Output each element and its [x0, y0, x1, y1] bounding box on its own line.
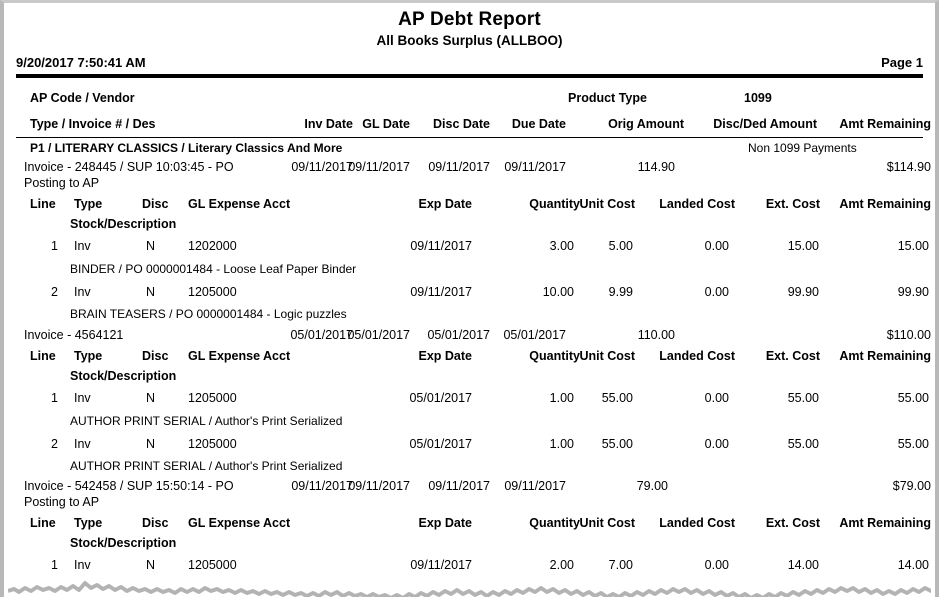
invoice-row[interactable] — [12, 158, 931, 176]
tax-form-label: 1099 — [744, 91, 772, 105]
line-gl-expense-acct: 1202000 — [188, 239, 237, 253]
col-stock-description: Stock/Description — [70, 217, 177, 231]
line-quantity: 1.00 — [549, 391, 574, 405]
line-gl-expense-acct: 1205000 — [188, 391, 237, 405]
col-exp-date: Exp Date — [418, 349, 472, 363]
col-line-amt-remaining: Amt Remaining — [839, 349, 931, 363]
line-landed-cost: 0.00 — [704, 285, 729, 299]
line-ext-cost: 55.00 — [787, 437, 819, 451]
col-disc: Disc — [142, 516, 169, 530]
line-item-row[interactable] — [12, 554, 927, 576]
line-ext-cost: 55.00 — [787, 391, 819, 405]
product-type-label: Product Type — [568, 91, 647, 105]
line-ext-cost: 14.00 — [787, 558, 819, 572]
invoice-amt-remaining: $79.00 — [892, 479, 931, 493]
vendor-row — [12, 138, 927, 158]
line-type: Inv — [74, 239, 91, 253]
line-column-header — [12, 194, 931, 214]
line-column-header — [12, 513, 931, 533]
page-number: Page 1 — [881, 55, 923, 70]
invoice-column-header — [12, 113, 931, 137]
line-unit-cost: 5.00 — [608, 239, 633, 253]
invoice-gl-date: 09/11/2017 — [348, 479, 410, 493]
line-amt-remaining: 55.00 — [897, 391, 929, 405]
col-stock-description: Stock/Description — [70, 369, 177, 383]
col-line-amt-remaining: Amt Remaining — [839, 516, 931, 530]
line-exp-date: 09/11/2017 — [410, 239, 472, 253]
col-type-invoice-des: Type / Invoice # / Des — [30, 117, 156, 131]
line-unit-cost: 55.00 — [601, 391, 633, 405]
col-quantity: Quantity — [529, 197, 580, 211]
col-gl-expense-acct: GL Expense Acct — [188, 197, 291, 211]
invoice-type-number: Invoice - 542458 / SUP 15:50:14 - PO — [24, 479, 234, 493]
vendor-band-header — [12, 87, 927, 113]
line-gl-expense-acct: 1205000 — [188, 285, 237, 299]
col-unit-cost: Unit Cost — [579, 197, 635, 211]
line-unit-cost: 55.00 — [601, 437, 633, 451]
invoice-posting-note: Posting to AP — [24, 495, 100, 509]
line-amt-remaining: 15.00 — [897, 239, 929, 253]
invoice-posting-row — [12, 495, 927, 513]
col-ext-cost: Ext. Cost — [765, 349, 820, 363]
col-unit-cost: Unit Cost — [579, 349, 635, 363]
line-exp-date: 09/11/2017 — [410, 558, 472, 572]
col-landed-cost: Landed Cost — [659, 349, 735, 363]
line-description-row — [12, 409, 927, 433]
line-type: Inv — [74, 285, 91, 299]
col-type: Type — [74, 197, 103, 211]
line-quantity: 3.00 — [549, 239, 574, 253]
col-exp-date: Exp Date — [418, 197, 472, 211]
line-column-header — [12, 346, 931, 366]
line-stock-description-header — [12, 533, 927, 554]
invoice-orig-amount: 110.00 — [637, 328, 675, 342]
line-description-row — [12, 257, 927, 281]
line-number: 1 — [51, 391, 58, 405]
col-disc: Disc — [142, 349, 169, 363]
invoice-type-number: Invoice - 248445 / SUP 10:03:45 - PO — [24, 160, 234, 174]
line-number: 1 — [51, 558, 58, 572]
col-gl-expense-acct: GL Expense Acct — [188, 349, 291, 363]
col-orig-amount: Orig Amount — [608, 117, 684, 131]
line-disc: N — [146, 391, 156, 405]
line-exp-date: 09/11/2017 — [410, 285, 472, 299]
line-description: BRAIN TEASERS / PO 0000001484 - Logic puzzles — [70, 307, 347, 321]
line-item-row[interactable] — [12, 235, 927, 257]
invoice-posting-note: Posting to AP — [24, 176, 100, 190]
invoice-type-number: Invoice - 4564121 — [24, 328, 124, 342]
invoice-inv-date: 09/11/2017 — [291, 160, 353, 174]
line-landed-cost: 0.00 — [704, 437, 729, 451]
invoice-amt-remaining: $110.00 — [886, 328, 931, 342]
col-line-amt-remaining: Amt Remaining — [839, 197, 931, 211]
col-landed-cost: Landed Cost — [659, 516, 735, 530]
line-description: BINDER / PO 0000001484 - Loose Leaf Paper Binder — [70, 262, 357, 276]
col-type: Type — [74, 349, 103, 363]
line-quantity: 10.00 — [542, 285, 574, 299]
col-inv-date: Inv Date — [304, 117, 353, 131]
line-unit-cost: 7.00 — [608, 558, 633, 572]
invoice-orig-amount: 79.00 — [636, 479, 668, 493]
invoice-gl-date: 09/11/2017 — [348, 160, 410, 174]
col-ext-cost: Ext. Cost — [765, 197, 820, 211]
invoice-due-date: 09/11/2017 — [504, 479, 566, 493]
line-exp-date: 05/01/2017 — [409, 391, 472, 405]
col-amt-remaining: Amt Remaining — [839, 117, 931, 131]
line-item-row[interactable] — [12, 387, 927, 409]
invoice-disc-date: 05/01/2017 — [427, 328, 490, 342]
line-disc: N — [146, 239, 156, 253]
line-number: 2 — [51, 285, 58, 299]
col-line: Line — [30, 349, 56, 363]
line-landed-cost: 0.00 — [704, 558, 729, 572]
line-number: 2 — [51, 437, 58, 451]
line-amt-remaining: 14.00 — [897, 558, 929, 572]
line-ext-cost: 15.00 — [787, 239, 819, 253]
report-timestamp: 9/20/2017 7:50:41 AM — [16, 55, 146, 70]
invoice-inv-date: 09/11/2017 — [291, 479, 353, 493]
col-stock-description: Stock/Description — [70, 536, 177, 550]
col-quantity: Quantity — [529, 516, 580, 530]
line-disc: N — [146, 285, 156, 299]
invoice-due-date: 05/01/2017 — [503, 328, 566, 342]
col-line: Line — [30, 516, 56, 530]
invoice-inv-date: 05/01/2017 — [290, 328, 353, 342]
col-ext-cost: Ext. Cost — [765, 516, 820, 530]
line-landed-cost: 0.00 — [704, 239, 729, 253]
col-disc-date: Disc Date — [433, 117, 490, 131]
line-description: AUTHOR PRINT SERIAL / Author's Print Serialized — [70, 414, 343, 428]
col-gl-expense-acct: GL Expense Acct — [188, 516, 291, 530]
line-amt-remaining: 55.00 — [897, 437, 929, 451]
line-disc: N — [146, 437, 156, 451]
invoice-disc-date: 09/11/2017 — [428, 160, 490, 174]
line-amt-remaining: 99.90 — [897, 285, 929, 299]
line-type: Inv — [74, 391, 91, 405]
col-gl-date: GL Date — [362, 117, 410, 131]
line-description: AUTHOR PRINT SERIAL / Author's Print Serialized — [70, 459, 343, 473]
vendor-label: P1 / LITERARY CLASSICS / Literary Classics And More — [30, 141, 343, 155]
invoice-posting-row — [12, 176, 927, 194]
invoice-disc-date: 09/11/2017 — [428, 479, 490, 493]
col-line: Line — [30, 197, 56, 211]
col-disc-ded-amount: Disc/Ded Amount — [713, 117, 817, 131]
line-item-row[interactable] — [12, 281, 927, 303]
line-stock-description-header — [12, 214, 927, 235]
invoice-gl-date: 05/01/2017 — [347, 328, 410, 342]
col-quantity: Quantity — [529, 349, 580, 363]
col-due-date: Due Date — [511, 117, 566, 131]
col-unit-cost: Unit Cost — [579, 516, 635, 530]
col-disc: Disc — [142, 197, 169, 211]
line-unit-cost: 9.99 — [608, 285, 633, 299]
col-exp-date: Exp Date — [418, 516, 472, 530]
line-description-row — [12, 455, 927, 477]
invoice-due-date: 09/11/2017 — [504, 160, 566, 174]
line-ext-cost: 99.90 — [787, 285, 819, 299]
line-quantity: 2.00 — [549, 558, 574, 572]
invoice-orig-amount: 114.90 — [637, 160, 675, 174]
report-subtitle: All Books Surplus (ALLBOO) — [376, 33, 563, 48]
invoice-row[interactable] — [12, 477, 931, 495]
line-exp-date: 05/01/2017 — [409, 437, 472, 451]
torn-paper-edge — [8, 577, 931, 597]
invoice-row[interactable] — [12, 325, 931, 346]
line-quantity: 1.00 — [549, 437, 574, 451]
line-landed-cost: 0.00 — [704, 391, 729, 405]
ap-code-vendor-label: AP Code / Vendor — [30, 91, 135, 105]
line-item-row[interactable] — [12, 433, 927, 455]
line-disc: N — [146, 558, 156, 572]
line-type: Inv — [74, 558, 91, 572]
col-landed-cost: Landed Cost — [659, 197, 735, 211]
report-datebar — [12, 55, 927, 70]
page-title: AP Debt Report — [398, 9, 541, 30]
line-gl-expense-acct: 1205000 — [188, 437, 237, 451]
invoice-amt-remaining: $114.90 — [886, 160, 931, 174]
header-rule-thick — [16, 74, 923, 78]
line-description-row — [12, 303, 927, 325]
vendor-payment-note: Non 1099 Payments — [748, 141, 857, 155]
line-number: 1 — [51, 239, 58, 253]
line-gl-expense-acct: 1205000 — [188, 558, 237, 572]
line-type: Inv — [74, 437, 91, 451]
col-type: Type — [74, 516, 103, 530]
line-stock-description-header — [12, 366, 927, 387]
report-body — [4, 9, 935, 597]
